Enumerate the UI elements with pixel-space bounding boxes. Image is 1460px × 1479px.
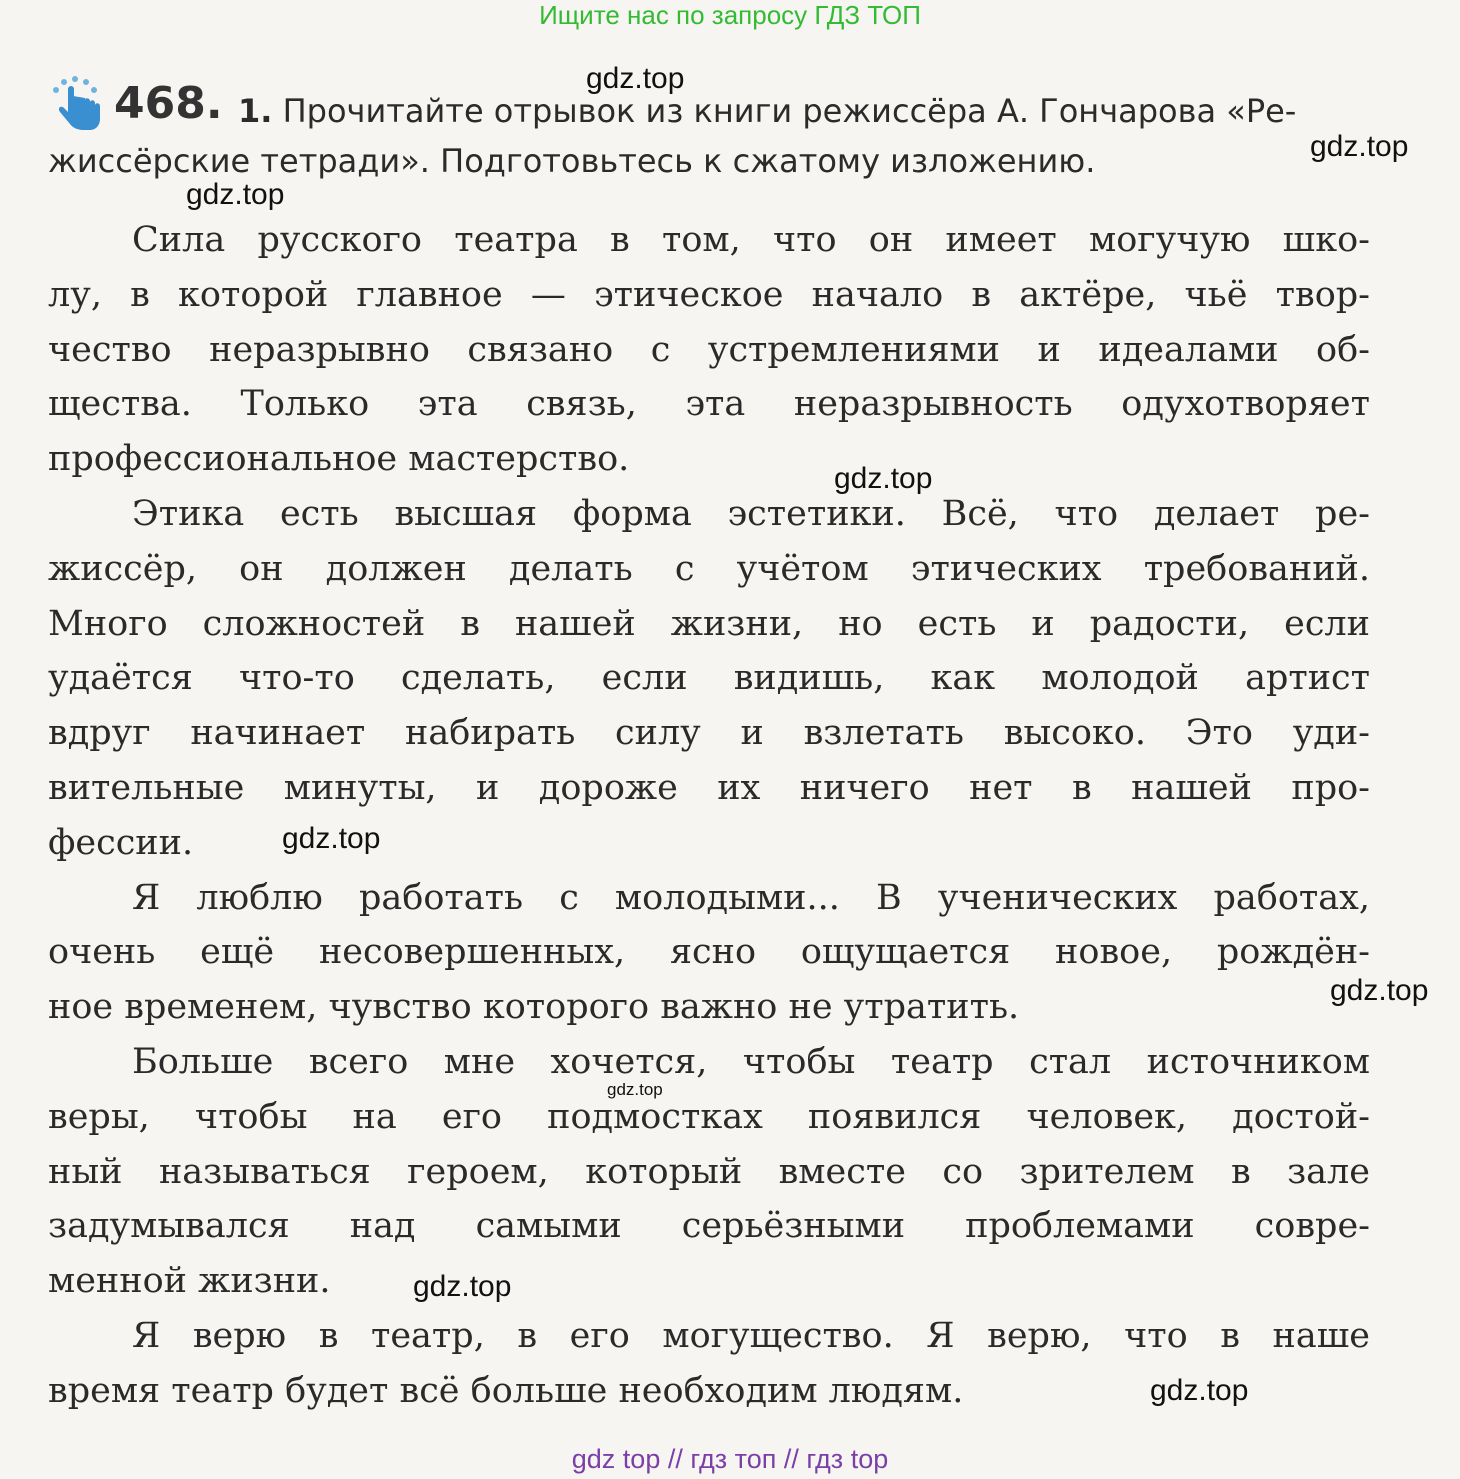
task-sub-number: 1. xyxy=(238,92,273,130)
footer-separator: // xyxy=(667,1444,683,1474)
footer-link-gdz-top-cyrillic[interactable]: гдз топ xyxy=(690,1444,777,1474)
paragraph xyxy=(48,487,1370,871)
text-line: ный называться героем, который вместе со зрителем в зале xyxy=(48,1151,1370,1192)
watermark: gdz.top xyxy=(186,178,285,211)
text-line: жиссёр, он должен делать с учётом этических требований. xyxy=(48,548,1370,589)
text-line: щества. Только эта связь, эта неразрывность одухотворяет xyxy=(48,384,1370,425)
top-banner[interactable]: Ищите нас по запросу ГДЗ ТОП xyxy=(539,0,921,30)
task-number: 468. xyxy=(114,78,223,129)
text-line: фессии. xyxy=(48,822,194,863)
text-line: задумывался над самыми серьёзными проблемами совре- xyxy=(48,1206,1370,1247)
watermark: gdz.top xyxy=(586,62,685,95)
footer-link-gdz-top[interactable]: gdz top xyxy=(571,1444,661,1474)
text-line: удаётся что-то сделать, если видишь, как молодой артист xyxy=(48,658,1370,699)
text-line: Много сложностей в нашей жизни, но есть и радости, если xyxy=(48,603,1370,644)
task-instruction-line-1: Прочитайте отрывок из книги режиссёра А. Гончарова «Ре- xyxy=(272,92,1297,130)
text-line: чество неразрывно связано с устремлениями и идеалами об- xyxy=(48,329,1370,370)
text-line: лу, в которой главное — этическое начало в актёре, чьё твор- xyxy=(48,274,1370,315)
passage-text xyxy=(48,213,1370,1419)
text-line: Больше всего мне хочется, чтобы театр стал источником xyxy=(132,1041,1370,1082)
text-line: вдруг начинает набирать силу и взлетать высоко. Это уди- xyxy=(48,713,1370,754)
task-instruction-line-2: жиссёрские тетради». Подготовьтесь к сжатому изложению. xyxy=(48,142,1096,180)
text-line: Сила русского театра в том, что он имеет могучую шко- xyxy=(132,220,1370,260)
watermark: gdz.top xyxy=(834,462,933,495)
text-line: профессиональное мастерство. xyxy=(48,439,630,480)
pointing-hand-icon xyxy=(48,76,104,132)
text-line: очень ещё несовершенных, ясно ощущается новое, рождён- xyxy=(48,932,1370,973)
text-line: время театр будет всё больше необходим людям. xyxy=(48,1370,964,1411)
watermark: gdz.top xyxy=(1310,130,1409,163)
watermark: gdz.top xyxy=(1150,1374,1249,1407)
watermark: gdz.top xyxy=(282,822,381,855)
text-line: ное временем, чувство которого важно не утратить. xyxy=(48,987,1020,1028)
footer-link-gdz-top-mixed[interactable]: гдз top xyxy=(806,1444,889,1474)
paragraph xyxy=(48,1035,1370,1309)
paragraph xyxy=(48,871,1370,1035)
watermark: gdz.top xyxy=(607,1080,663,1099)
paragraph xyxy=(48,213,1370,487)
watermark: gdz.top xyxy=(413,1270,512,1303)
footer-links xyxy=(0,1442,1460,1476)
footer-separator: // xyxy=(783,1444,799,1474)
text-line: Я люблю работать с молодыми... В ученических работах, xyxy=(132,877,1370,918)
text-line: вительные минуты, и дороже их ничего нет в нашей про- xyxy=(48,767,1370,808)
text-line: Я верю в театр, в его могущество. Я верю, что в наше xyxy=(132,1315,1370,1356)
watermark: gdz.top xyxy=(1330,974,1429,1007)
text-line: веры, чтобы на его подмостках появился человек, достой- xyxy=(48,1096,1370,1137)
text-line: менной жизни. xyxy=(48,1261,331,1302)
text-line: Этика есть высшая форма эстетики. Всё, что делает ре- xyxy=(132,493,1370,534)
